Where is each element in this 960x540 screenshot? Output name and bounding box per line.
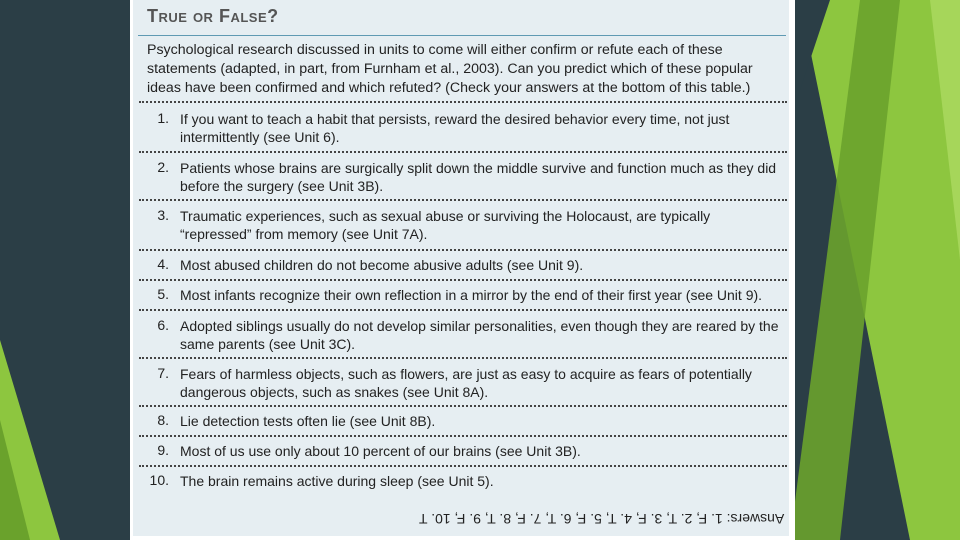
left-decoration	[0, 0, 130, 540]
intro-paragraph: Psychological research discussed in units to come will either confirm or refute each of these statements (adapted, in part, from Furnham et al., 2003). Can you predict which of these popular ideas have been confirmed and which refuted? (Check your answers at the bottom of this table.)	[147, 42, 753, 96]
list-item	[139, 405, 787, 437]
list-item	[139, 465, 787, 497]
item-text: The brain remains active during sleep (see Unit 5).	[180, 473, 494, 489]
item-number: 8.	[157, 412, 169, 428]
background-right	[790, 0, 960, 540]
item-text: Lie detection tests often lie (see Unit 8B).	[180, 413, 436, 429]
item-number: 3.	[157, 207, 169, 223]
list-item	[139, 279, 787, 311]
item-number: 6.	[157, 317, 169, 333]
item-text: Most of us use only about 10 percent of our brains (see Unit 3B).	[180, 443, 581, 459]
item-text: Patients whose brains are surgically split down the middle survive and function much as they did before the surgery (see Unit 3B).	[180, 160, 777, 194]
item-text: Most abused children do not become abusive adults (see Unit 9).	[180, 257, 584, 273]
list-item	[139, 101, 787, 153]
list-item	[139, 435, 787, 467]
list-item	[139, 151, 787, 201]
item-text: If you want to teach a habit that persists, reward the desired behavior every time, not just intermittently (see Unit 6).	[180, 111, 730, 145]
list-item	[139, 309, 787, 359]
list-item	[139, 357, 787, 407]
list-item	[139, 249, 787, 281]
item-number: 7.	[157, 365, 169, 381]
item-text: Fears of harmless objects, such as flowers, are just as easy to acquire as fears of potentially dangerous objects, such as snakes (see Unit 8A).	[180, 366, 752, 400]
item-number: 9.	[157, 442, 169, 458]
item-number: 4.	[157, 256, 169, 272]
item-number: 1.	[157, 110, 169, 126]
true-false-panel	[133, 0, 789, 536]
answers-key: Answers: 1. F, 2. T, 3. F, 4. T, 5. F, 6. T, 7. F, 8. T, 9. F, 10. T	[419, 511, 785, 527]
item-text: Most infants recognize their own reflection in a mirror by the end of their first year (see Unit 9).	[180, 287, 763, 303]
item-text: Traumatic experiences, such as sexual abuse or surviving the Holocaust, are typically “repressed” from memory (see Unit 7A).	[180, 208, 711, 242]
item-number: 10.	[149, 472, 169, 488]
item-number: 5.	[157, 286, 169, 302]
textbook-page	[130, 0, 795, 540]
item-number: 2.	[157, 159, 169, 175]
panel-title: True or False?	[147, 6, 279, 26]
list-item	[139, 199, 787, 251]
title-rule	[138, 35, 786, 36]
right-decoration	[790, 0, 960, 540]
background-left	[0, 0, 130, 540]
item-text: Adopted siblings usually do not develop similar personalities, even though they are reared by the same parents (see Unit 3C).	[180, 318, 779, 352]
